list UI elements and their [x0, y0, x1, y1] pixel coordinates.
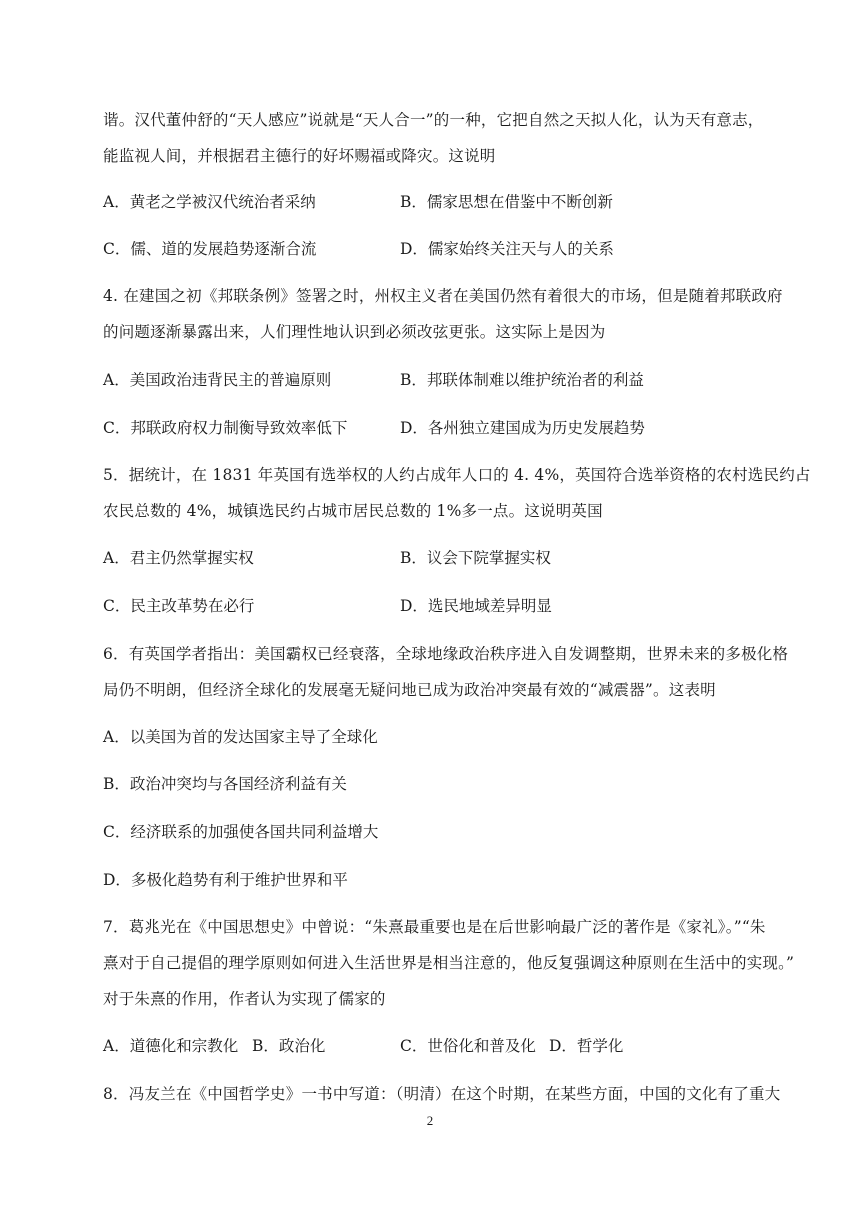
q3-option-c[interactable]: C．儒、道的发展趋势逐渐合流 [103, 240, 317, 258]
q4-stem-line-1: 4. 在建国之初《邦联条例》签署之时，州权主义者在美国仍然有着很大的市场，但是随着邦联政府 [103, 287, 783, 305]
q6-option-a[interactable]: A．以美国为首的发达国家主导了全球化 [103, 728, 378, 746]
q3-option-d[interactable]: D．儒家始终关注天与人的关系 [400, 240, 614, 258]
q5-option-a[interactable]: A．君主仍然掌握实权 [103, 549, 254, 567]
q4-option-c[interactable]: C．邦联政府权力制衡导致效率低下 [103, 419, 348, 437]
q5-option-b[interactable]: B．议会下院掌握实权 [400, 549, 551, 567]
q7-option-d[interactable]: D．哲学化 [549, 1037, 624, 1055]
q4-stem-line-2: 的问题逐渐暴露出来，人们理性地认识到必须改弦更张。这实际上是因为 [103, 323, 606, 341]
q6-option-d[interactable]: D．多极化趋势有利于维护世界和平 [103, 871, 348, 889]
q7-option-b[interactable]: B．政治化 [252, 1037, 326, 1055]
q7-option-a[interactable]: A．道德化和宗教化 [103, 1037, 239, 1055]
q4-option-b[interactable]: B．邦联体制难以维护统治者的利益 [400, 371, 644, 389]
q5-stem-line-1: 5．据统计，在 1831 年英国有选举权的人约占成年人口的 4. 4%，英国符合选举资格的农村选民约占 [103, 466, 811, 484]
q4-option-d[interactable]: D．各州独立建国成为历史发展趋势 [400, 419, 645, 437]
q4-option-a[interactable]: A．美国政治违背民主的普遍原则 [103, 371, 332, 389]
page-number: 2 [426, 1113, 434, 1128]
q6-option-b[interactable]: B．政治冲突均与各国经济利益有关 [103, 775, 347, 793]
q3-stem-line-1: 谐。汉代董仲舒的“天人感应”说就是“天人合一”的一种，它把自然之天拟人化，认为天有意志， [103, 111, 764, 129]
q6-stem-line-2: 局仍不明朗，但经济全球化的发展毫无疑问地已成为政治冲突最有效的“减震器”。这表明 [103, 681, 716, 699]
q3-option-a[interactable]: A．黄老之学被汉代统治者采纳 [103, 193, 316, 211]
q5-option-c[interactable]: C．民主改革势在必行 [103, 597, 255, 615]
q7-option-c[interactable]: C．世俗化和普及化 [400, 1037, 536, 1055]
q8-stem-line-1: 8．冯友兰在《中国哲学史》一书中写道：（明清）在这个时期，在某些方面，中国的文化有了重大 [103, 1085, 781, 1103]
q7-stem-line-2: 熹对于自己提倡的理学原则如何进入生活世界是相当注意的，他反复强调这种原则在生活中的实现。” [103, 954, 795, 972]
q3-stem-line-2: 能监视人间，并根据君主德行的好坏赐福或降灾。这说明 [103, 147, 496, 165]
q7-stem-line-1: 7．葛兆光在《中国思想史》中曾说：“朱熹最重要也是在后世影响最广泛的著作是《家礼》。”“朱 [103, 918, 766, 936]
q5-stem-line-2: 农民总数的 4%，城镇选民约占城市居民总数的 1%多一点。这说明英国 [103, 502, 603, 520]
q7-stem-line-3: 对于朱熹的作用，作者认为实现了儒家的 [103, 990, 386, 1008]
q3-option-b[interactable]: B．儒家思想在借鉴中不断创新 [400, 193, 613, 211]
q5-option-d[interactable]: D．选民地域差异明显 [400, 597, 552, 615]
q6-option-c[interactable]: C．经济联系的加强使各国共同利益增大 [103, 823, 379, 841]
q6-stem-line-1: 6．有英国学者指出：美国霸权已经衰落，全球地缘政治秩序进入自发调整期，世界未来的多极化格 [103, 645, 789, 663]
